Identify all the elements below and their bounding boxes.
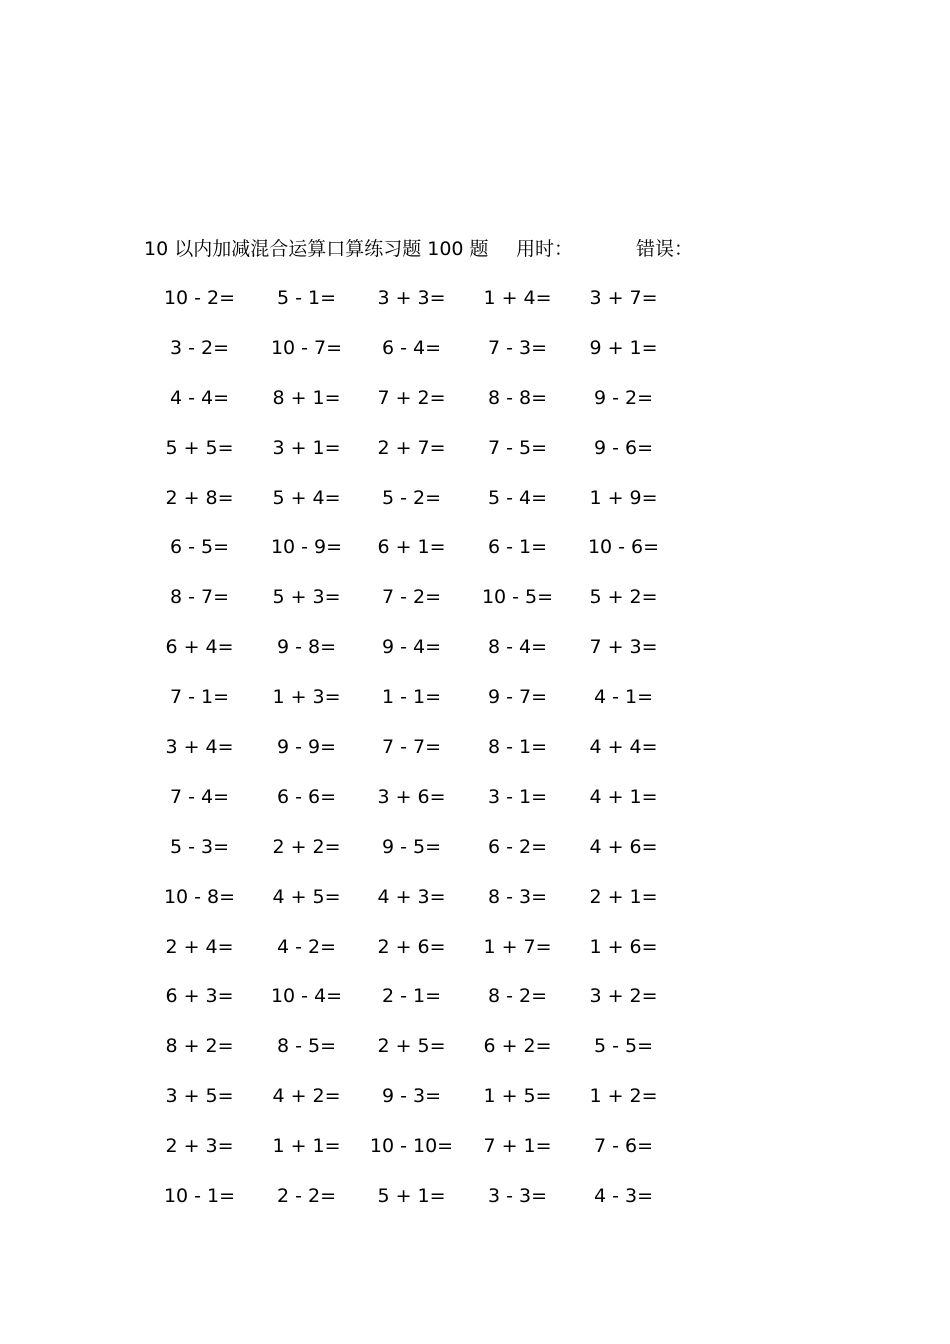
problem-grid [147,283,707,1231]
math-problem: 1 + 3= [272,686,341,709]
math-problem: 7 - 5= [487,436,548,459]
math-problem: 10 - 6= [587,536,660,559]
problem-row [147,283,707,333]
math-problem: 3 + 2= [589,985,658,1008]
math-problem: 7 - 2= [381,586,442,609]
math-problem: 8 - 4= [487,636,548,659]
math-problem: 4 + 6= [589,835,658,858]
math-problem: 9 - 3= [381,1085,442,1108]
problem-row [147,981,707,1031]
math-problem: 5 - 2= [381,486,442,509]
math-problem: 8 - 1= [487,736,548,759]
problem-row [147,532,707,582]
math-problem: 5 + 1= [377,1185,446,1208]
math-problem: 1 + 4= [483,287,552,309]
problem-row [147,383,707,433]
math-problem: 10 - 1= [163,1185,236,1208]
problem-row [147,1181,707,1231]
math-problem: 10 - 7= [270,336,343,359]
problem-row [147,632,707,682]
math-problem: 2 + 5= [377,1035,446,1058]
math-problem: 6 + 2= [483,1035,552,1058]
math-problem: 7 - 1= [169,686,230,709]
math-problem: 7 + 1= [483,1135,552,1158]
problem-row [147,932,707,982]
problem-row [147,882,707,932]
math-problem: 5 - 3= [169,835,230,858]
math-problem: 4 + 5= [272,885,341,908]
math-problem: 2 + 2= [272,835,341,858]
math-problem: 9 - 2= [593,386,654,409]
math-problem: 1 + 2= [589,1085,658,1108]
math-problem: 8 - 3= [487,885,548,908]
math-problem: 5 + 5= [165,436,234,459]
math-problem: 10 - 5= [481,586,554,609]
math-problem: 10 - 2= [163,287,236,309]
problem-row [147,1031,707,1081]
math-problem: 1 - 1= [381,686,442,709]
math-problem: 2 - 1= [381,985,442,1008]
math-problem: 3 + 5= [165,1085,234,1108]
math-problem: 2 + 7= [377,436,446,459]
math-problem: 2 + 1= [589,885,658,908]
problem-row [147,832,707,882]
math-problem: 4 + 4= [589,736,658,759]
problem-row [147,582,707,632]
math-problem: 5 + 4= [272,486,341,509]
math-problem: 5 - 1= [276,287,337,309]
time-label: 用时： [516,238,574,260]
problem-row [147,682,707,732]
math-problem: 8 + 1= [272,386,341,409]
math-problem: 4 - 3= [593,1185,654,1208]
math-problem: 1 + 1= [272,1135,341,1158]
math-problem: 2 + 8= [165,486,234,509]
math-problem: 4 - 2= [276,935,337,958]
math-problem: 10 - 10= [369,1135,454,1158]
math-problem: 3 - 1= [487,785,548,808]
math-problem: 6 - 4= [381,336,442,359]
worksheet-title: 10 以内加减混合运算口算练习题 100 题 [144,238,489,260]
math-problem: 10 - 8= [163,885,236,908]
math-problem: 1 + 7= [483,935,552,958]
math-problem: 5 + 2= [589,586,658,609]
math-problem: 9 - 8= [276,636,337,659]
math-problem: 8 + 2= [165,1035,234,1058]
math-problem: 3 - 3= [487,1185,548,1208]
math-problem: 8 - 5= [276,1035,337,1058]
problem-row [147,483,707,533]
math-problem: 7 + 2= [377,386,446,409]
math-problem: 6 - 1= [487,536,548,559]
math-problem: 4 - 1= [593,686,654,709]
math-problem: 2 + 4= [165,935,234,958]
math-problem: 6 - 5= [169,536,230,559]
math-problem: 9 - 5= [381,835,442,858]
math-problem: 10 - 9= [270,536,343,559]
math-problem: 4 + 3= [377,885,446,908]
math-problem: 9 - 9= [276,736,337,759]
math-problem: 6 - 6= [276,785,337,808]
problem-row [147,1131,707,1181]
math-problem: 9 - 6= [593,436,654,459]
math-problem: 4 + 1= [589,785,658,808]
math-problem: 2 + 6= [377,935,446,958]
math-problem: 5 - 5= [593,1035,654,1058]
math-problem: 6 + 3= [165,985,234,1008]
math-problem: 1 + 9= [589,486,658,509]
math-problem: 3 + 4= [165,736,234,759]
problem-row [147,433,707,483]
math-problem: 7 - 4= [169,785,230,808]
math-problem: 7 - 6= [593,1135,654,1158]
problem-row [147,1081,707,1131]
math-problem: 8 - 8= [487,386,548,409]
math-problem: 6 + 4= [165,636,234,659]
math-problem: 3 + 6= [377,785,446,808]
math-problem: 3 + 1= [272,436,341,459]
math-problem: 6 - 2= [487,835,548,858]
math-problem: 3 - 2= [169,336,230,359]
math-problem: 8 - 2= [487,985,548,1008]
math-problem: 7 + 3= [589,636,658,659]
problem-row [147,732,707,782]
math-problem: 7 - 7= [381,736,442,759]
math-problem: 1 + 5= [483,1085,552,1108]
math-problem: 9 - 7= [487,686,548,709]
math-problem: 9 + 1= [589,336,658,359]
math-problem: 4 - 4= [169,386,230,409]
errors-label: 错误： [636,238,694,260]
math-problem: 2 - 2= [276,1185,337,1208]
math-problem: 8 - 7= [169,586,230,609]
problem-row [147,333,707,383]
math-problem: 4 + 2= [272,1085,341,1108]
math-problem: 2 + 3= [165,1135,234,1158]
math-problem: 5 - 4= [487,486,548,509]
math-problem: 10 - 4= [270,985,343,1008]
math-problem: 3 + 3= [377,287,446,309]
problem-row [147,782,707,832]
math-problem: 9 - 4= [381,636,442,659]
math-problem: 7 - 3= [487,336,548,359]
math-problem: 3 + 7= [589,287,658,309]
math-problem: 6 + 1= [377,536,446,559]
math-problem: 5 + 3= [272,586,341,609]
math-problem: 1 + 6= [589,935,658,958]
